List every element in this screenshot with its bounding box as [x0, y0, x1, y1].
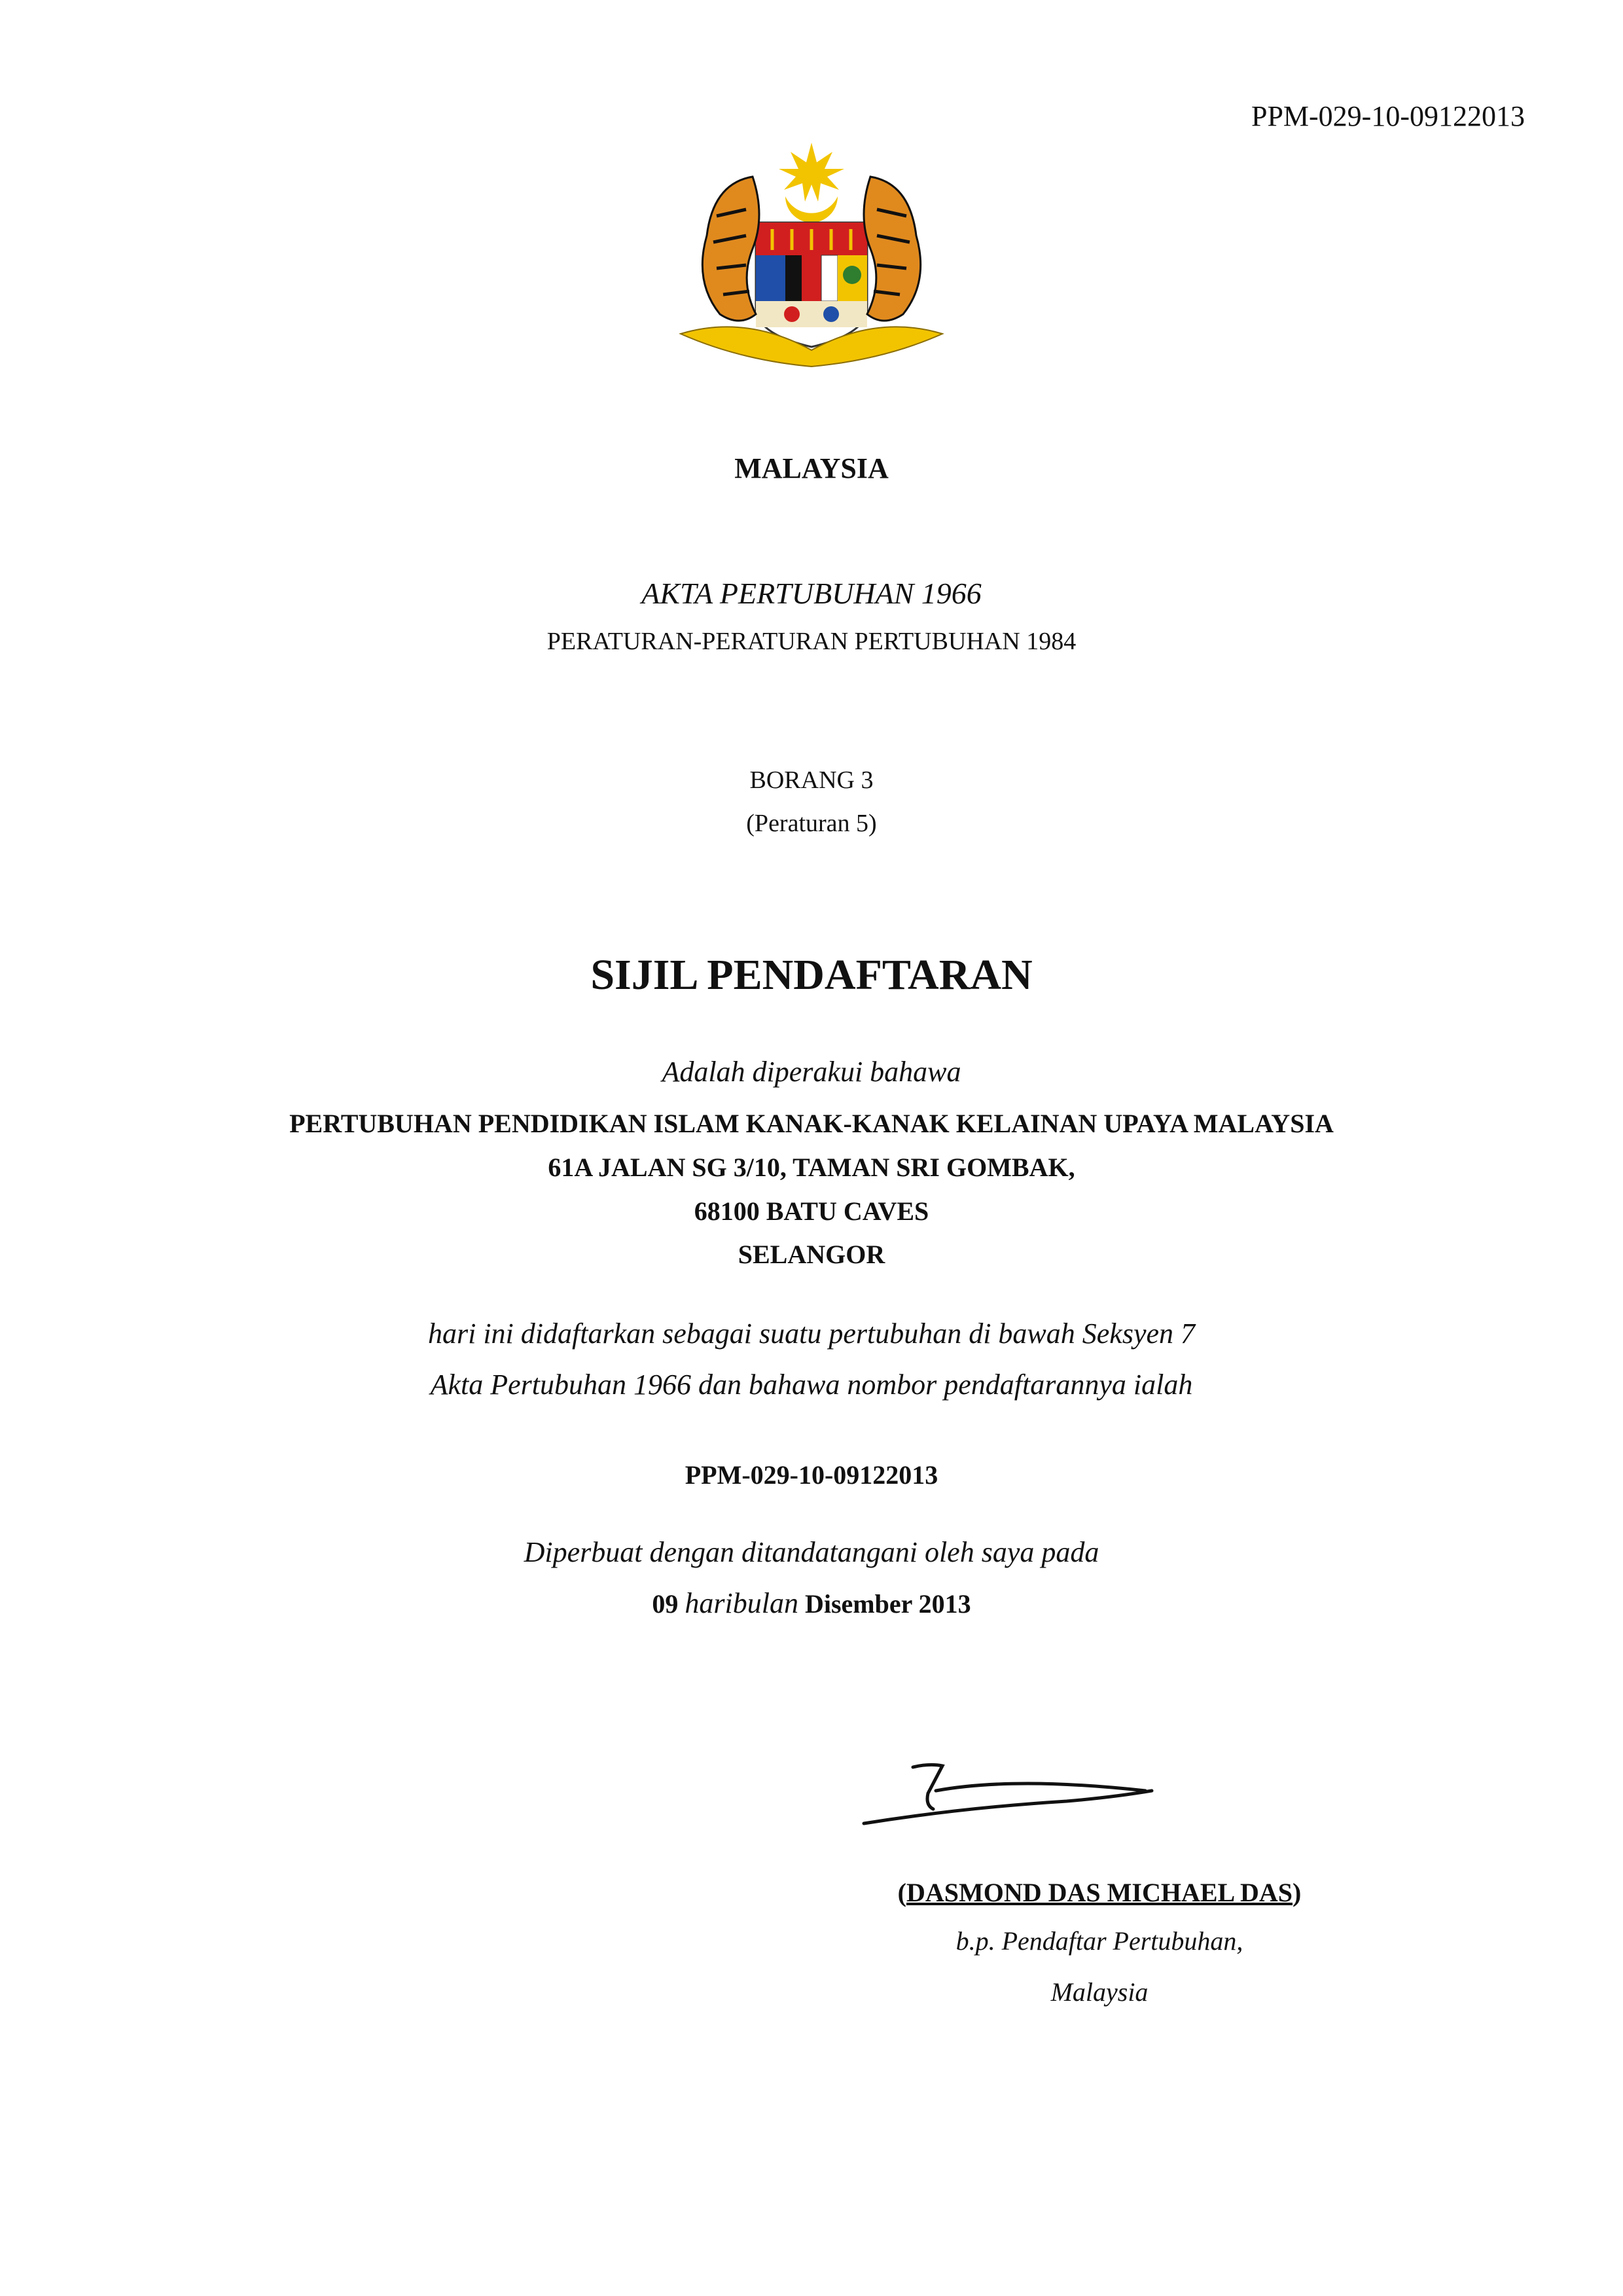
- signatory-close-paren: ): [1293, 1878, 1302, 1907]
- organization-address-line1: 61A JALAN SG 3/10, TAMAN SRI GOMBAK,: [548, 1153, 1075, 1182]
- country-heading: MALAYSIA: [734, 452, 889, 484]
- regulations-title: PERATURAN-PERATURAN PERTUBUHAN 1984: [546, 628, 1077, 655]
- signing-date: [0, 1587, 1623, 1620]
- signatory-open-paren: (: [897, 1878, 906, 1907]
- registration-number: PPM-029-10-09122013: [685, 1460, 938, 1490]
- statement-line-1: hari ini didaftarkan sebagai suatu pertubuhan di bawah Seksyen 7: [427, 1318, 1196, 1350]
- signatory-name: [870, 1877, 1329, 1908]
- organization-address-line2: 68100 BATU CAVES: [694, 1196, 929, 1226]
- handwritten-signature: [857, 1754, 1171, 1833]
- made-signed-text: Diperbuat dengan ditandatangani oleh saya pada: [524, 1536, 1099, 1568]
- certify-text: Adalah diperakui bahawa: [662, 1056, 961, 1088]
- form-number: BORANG 3: [749, 766, 874, 794]
- organization-state: SELANGOR: [738, 1240, 885, 1269]
- tiger-right-icon: [864, 177, 921, 321]
- certificate-title: SIJIL PENDAFTARAN: [590, 951, 1033, 999]
- tiger-left-icon: [702, 177, 759, 321]
- statement-line-2: Akta Pertubuhan 1966 dan bahawa nombor pendaftarannya ialah: [430, 1369, 1193, 1401]
- shield-icon: [756, 223, 867, 347]
- organization-name: PERTUBUHAN PENDIDIKAN ISLAM KANAK-KANAK KELAINAN UPAYA MALAYSIA: [289, 1109, 1334, 1138]
- date-connector: haribulan: [685, 1587, 798, 1619]
- date-month-year: Disember 2013: [804, 1589, 971, 1619]
- malaysia-coat-of-arms: [668, 137, 955, 373]
- rule-reference: (Peraturan 5): [746, 810, 877, 837]
- act-title: AKTA PERTUBUHAN 1966: [641, 577, 982, 610]
- signatory-name-text: DASMOND DAS MICHAEL DAS: [906, 1878, 1293, 1907]
- signatory-country: Malaysia: [1050, 1977, 1149, 2007]
- crescent-star-icon: [779, 143, 844, 223]
- date-day: 09: [652, 1589, 679, 1619]
- header-reference-number: PPM-029-10-09122013: [1251, 100, 1525, 132]
- signatory-title: b.p. Pendaftar Pertubuhan,: [955, 1926, 1243, 1956]
